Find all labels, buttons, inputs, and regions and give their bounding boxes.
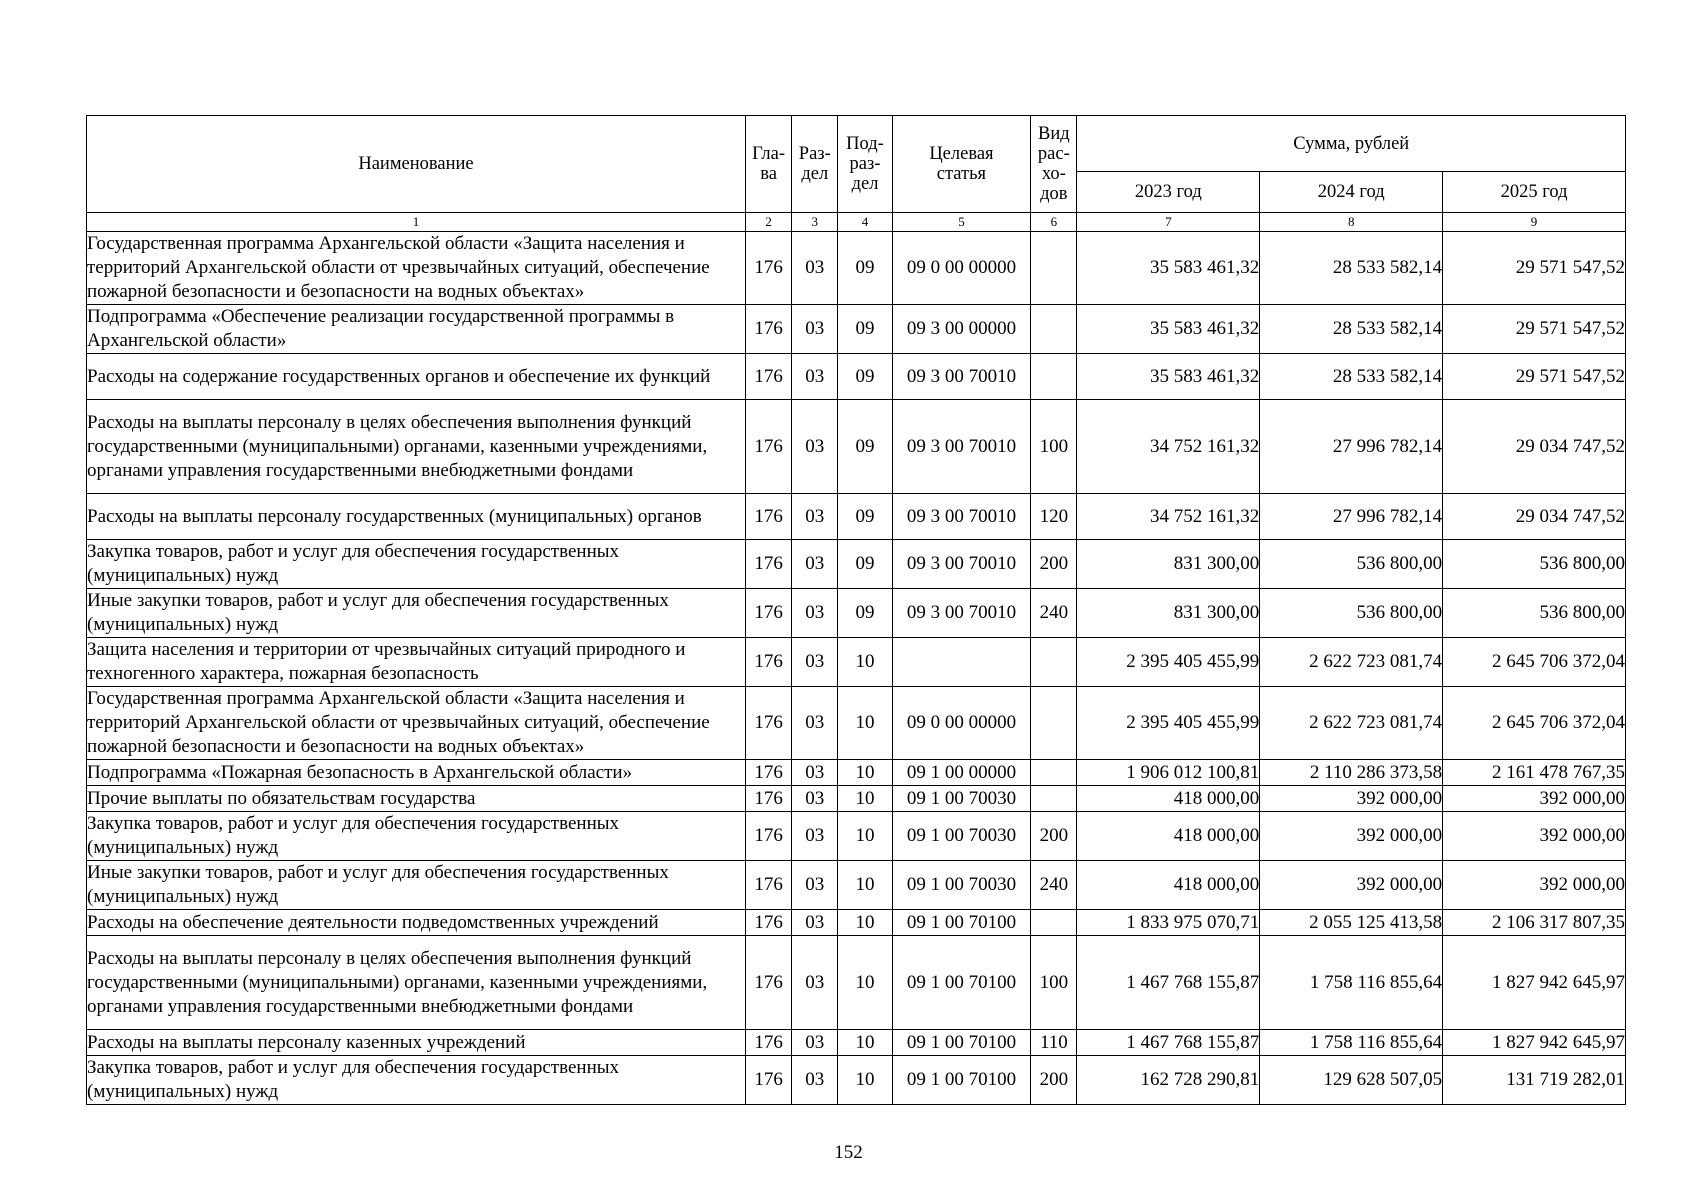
row-expense-type: [1031, 760, 1077, 786]
row-subsection: 10: [838, 760, 892, 786]
row-target-article: 09 3 00 70010: [892, 494, 1031, 540]
row-amount-2024: 536 800,00: [1260, 540, 1443, 589]
row-amount-2023: 35 583 461,32: [1077, 232, 1260, 305]
row-chapter: 176: [745, 638, 791, 687]
row-amount-2023: 831 300,00: [1077, 589, 1260, 638]
row-amount-2024: 392 000,00: [1260, 786, 1443, 812]
row-expense-type: 100: [1031, 936, 1077, 1030]
row-name: Подпрограмма «Пожарная безопасность в Архангельской области»: [87, 760, 746, 786]
row-target-article: 09 1 00 70100: [892, 910, 1031, 936]
page-number: 152: [834, 1142, 863, 1163]
row-chapter: 176: [745, 589, 791, 638]
table-row: [87, 494, 1626, 540]
row-chapter: 176: [745, 687, 791, 760]
budget-table: [86, 115, 1626, 1105]
row-amount-2024: 27 996 782,14: [1260, 494, 1443, 540]
column-number: 2: [745, 213, 791, 232]
row-expense-type: 200: [1031, 540, 1077, 589]
row-amount-2023: 831 300,00: [1077, 540, 1260, 589]
row-target-article: 09 1 00 70100: [892, 1056, 1031, 1105]
row-amount-2025: 2 645 706 372,04: [1443, 687, 1626, 760]
row-chapter: 176: [745, 1056, 791, 1105]
header-subsection: Под- раз- дел: [838, 116, 892, 213]
row-section: 03: [792, 1056, 838, 1105]
row-chapter: 176: [745, 354, 791, 400]
row-amount-2025: 536 800,00: [1443, 540, 1626, 589]
row-amount-2023: 2 395 405 455,99: [1077, 687, 1260, 760]
row-section: 03: [792, 589, 838, 638]
row-amount-2024: 1 758 116 855,64: [1260, 936, 1443, 1030]
row-amount-2023: 34 752 161,32: [1077, 494, 1260, 540]
row-chapter: 176: [745, 812, 791, 861]
row-chapter: 176: [745, 786, 791, 812]
row-target-article: 09 1 00 70030: [892, 812, 1031, 861]
row-amount-2025: 2 161 478 767,35: [1443, 760, 1626, 786]
row-amount-2023: 34 752 161,32: [1077, 400, 1260, 494]
row-amount-2025: 1 827 942 645,97: [1443, 1030, 1626, 1056]
row-chapter: 176: [745, 861, 791, 910]
table-row: [87, 540, 1626, 589]
row-name: Государственная программа Архангельской области «Защита населения и территорий Архангельской области от чрезвычайных ситуаций, обеспечение пожарной безопасности и безопасности на водных объектах»: [87, 232, 746, 305]
row-chapter: 176: [745, 540, 791, 589]
row-amount-2023: 418 000,00: [1077, 786, 1260, 812]
row-target-article: 09 1 00 70100: [892, 936, 1031, 1030]
row-amount-2025: 29 571 547,52: [1443, 354, 1626, 400]
row-amount-2024: 392 000,00: [1260, 812, 1443, 861]
row-name: Прочие выплаты по обязательствам государства: [87, 786, 746, 812]
row-amount-2023: 418 000,00: [1077, 812, 1260, 861]
row-name: Расходы на выплаты персоналу казенных учреждений: [87, 1030, 746, 1056]
row-subsection: 09: [838, 589, 892, 638]
row-subsection: 10: [838, 687, 892, 760]
row-name: Расходы на выплаты персоналу государственных (муниципальных) органов: [87, 494, 746, 540]
table-row: [87, 354, 1626, 400]
row-target-article: 09 3 00 70010: [892, 400, 1031, 494]
row-chapter: 176: [745, 232, 791, 305]
row-chapter: 176: [745, 494, 791, 540]
row-subsection: 10: [838, 861, 892, 910]
table-row: [87, 910, 1626, 936]
table-row: [87, 936, 1626, 1030]
row-expense-type: 240: [1031, 589, 1077, 638]
row-expense-type: 110: [1031, 1030, 1077, 1056]
row-name: Расходы на выплаты персоналу в целях обеспечения выполнения функций государственными (муниципальными) органами, казенными учреждениями, органами управления государственными внебюджетными фондами: [87, 400, 746, 494]
header-chapter: Гла- ва: [745, 116, 791, 213]
row-section: 03: [792, 232, 838, 305]
header-year-2023: 2023 год: [1077, 172, 1260, 213]
header-name: Наименование: [87, 116, 746, 213]
table-row: [87, 232, 1626, 305]
row-amount-2024: 28 533 582,14: [1260, 232, 1443, 305]
row-name: Государственная программа Архангельской области «Защита населения и территорий Архангельской области от чрезвычайных ситуаций, обеспечение пожарной безопасности и безопасности на водных объектах»: [87, 687, 746, 760]
row-section: 03: [792, 786, 838, 812]
table-row: [87, 812, 1626, 861]
row-section: 03: [792, 861, 838, 910]
row-chapter: 176: [745, 305, 791, 354]
row-subsection: 09: [838, 305, 892, 354]
column-number: 6: [1031, 213, 1077, 232]
row-subsection: 10: [838, 1056, 892, 1105]
column-number: 1: [87, 213, 746, 232]
row-target-article: 09 3 00 70010: [892, 354, 1031, 400]
header-year-2025: 2025 год: [1443, 172, 1626, 213]
row-section: 03: [792, 354, 838, 400]
header-target: Целевая статья: [892, 116, 1031, 213]
row-amount-2024: 2 055 125 413,58: [1260, 910, 1443, 936]
row-amount-2024: 1 758 116 855,64: [1260, 1030, 1443, 1056]
row-target-article: 09 3 00 70010: [892, 589, 1031, 638]
row-target-article: [892, 638, 1031, 687]
row-expense-type: 200: [1031, 1056, 1077, 1105]
row-amount-2024: 2 622 723 081,74: [1260, 687, 1443, 760]
row-amount-2025: 2 106 317 807,35: [1443, 910, 1626, 936]
row-amount-2023: 2 395 405 455,99: [1077, 638, 1260, 687]
row-amount-2025: 29 034 747,52: [1443, 494, 1626, 540]
row-amount-2024: 28 533 582,14: [1260, 354, 1443, 400]
table-row: [87, 1030, 1626, 1056]
row-name: Закупка товаров, работ и услуг для обеспечения государственных (муниципальных) нужд: [87, 812, 746, 861]
row-subsection: 09: [838, 232, 892, 305]
table-row: [87, 305, 1626, 354]
header-year-2024: 2024 год: [1260, 172, 1443, 213]
row-expense-type: [1031, 354, 1077, 400]
table-row: [87, 589, 1626, 638]
row-amount-2023: 162 728 290,81: [1077, 1056, 1260, 1105]
row-subsection: 10: [838, 786, 892, 812]
row-expense-type: [1031, 232, 1077, 305]
row-amount-2025: 1 827 942 645,97: [1443, 936, 1626, 1030]
row-section: 03: [792, 494, 838, 540]
table-row: [87, 786, 1626, 812]
row-chapter: 176: [745, 910, 791, 936]
column-number: 3: [792, 213, 838, 232]
row-amount-2025: 29 571 547,52: [1443, 305, 1626, 354]
row-subsection: 09: [838, 354, 892, 400]
row-section: 03: [792, 910, 838, 936]
row-amount-2025: 392 000,00: [1443, 861, 1626, 910]
row-target-article: 09 3 00 00000: [892, 305, 1031, 354]
row-amount-2025: 536 800,00: [1443, 589, 1626, 638]
row-section: 03: [792, 400, 838, 494]
row-section: 03: [792, 638, 838, 687]
column-number-row: [87, 213, 1626, 232]
row-amount-2024: 536 800,00: [1260, 589, 1443, 638]
row-expense-type: [1031, 638, 1077, 687]
row-amount-2023: 418 000,00: [1077, 861, 1260, 910]
row-name: Расходы на обеспечение деятельности подведомственных учреждений: [87, 910, 746, 936]
row-name: Расходы на выплаты персоналу в целях обеспечения выполнения функций государственными (муниципальными) органами, казенными учреждениями, органами управления государственными внебюджетными фондами: [87, 936, 746, 1030]
row-subsection: 09: [838, 400, 892, 494]
row-section: 03: [792, 305, 838, 354]
row-amount-2023: 1 906 012 100,81: [1077, 760, 1260, 786]
row-subsection: 10: [838, 638, 892, 687]
row-amount-2023: 1 833 975 070,71: [1077, 910, 1260, 936]
column-number: 9: [1443, 213, 1626, 232]
row-chapter: 176: [745, 400, 791, 494]
column-number: 5: [892, 213, 1031, 232]
row-amount-2024: 392 000,00: [1260, 861, 1443, 910]
row-amount-2024: 2 622 723 081,74: [1260, 638, 1443, 687]
row-amount-2025: 29 571 547,52: [1443, 232, 1626, 305]
row-amount-2025: 131 719 282,01: [1443, 1056, 1626, 1105]
header-section: Раз- дел: [792, 116, 838, 213]
row-target-article: 09 1 00 00000: [892, 760, 1031, 786]
row-amount-2025: 29 034 747,52: [1443, 400, 1626, 494]
row-amount-2025: 2 645 706 372,04: [1443, 638, 1626, 687]
header-sum: Сумма, рублей: [1077, 116, 1626, 172]
row-section: 03: [792, 936, 838, 1030]
row-subsection: 09: [838, 494, 892, 540]
row-amount-2025: 392 000,00: [1443, 812, 1626, 861]
row-target-article: 09 1 00 70100: [892, 1030, 1031, 1056]
row-amount-2023: 1 467 768 155,87: [1077, 936, 1260, 1030]
row-subsection: 10: [838, 812, 892, 861]
table-row: [87, 638, 1626, 687]
table-row: [87, 400, 1626, 494]
row-name: Иные закупки товаров, работ и услуг для обеспечения государственных (муниципальных) нужд: [87, 861, 746, 910]
row-expense-type: 120: [1031, 494, 1077, 540]
row-expense-type: [1031, 687, 1077, 760]
column-number: 4: [838, 213, 892, 232]
row-target-article: 09 0 00 00000: [892, 687, 1031, 760]
row-amount-2024: 2 110 286 373,58: [1260, 760, 1443, 786]
row-section: 03: [792, 1030, 838, 1056]
row-expense-type: [1031, 910, 1077, 936]
row-subsection: 09: [838, 540, 892, 589]
row-amount-2023: 35 583 461,32: [1077, 305, 1260, 354]
header-expense-type: Вид рас- хо- дов: [1031, 116, 1077, 213]
table-row: [87, 687, 1626, 760]
row-name: Подпрограмма «Обеспечение реализации государственной программы в Архангельской области»: [87, 305, 746, 354]
row-chapter: 176: [745, 936, 791, 1030]
table-row: [87, 1056, 1626, 1105]
row-amount-2024: 28 533 582,14: [1260, 305, 1443, 354]
table-row: [87, 760, 1626, 786]
row-section: 03: [792, 812, 838, 861]
row-expense-type: 200: [1031, 812, 1077, 861]
row-target-article: 09 0 00 00000: [892, 232, 1031, 305]
row-name: Закупка товаров, работ и услуг для обеспечения государственных (муниципальных) нужд: [87, 540, 746, 589]
row-amount-2025: 392 000,00: [1443, 786, 1626, 812]
row-amount-2023: 1 467 768 155,87: [1077, 1030, 1260, 1056]
row-amount-2024: 27 996 782,14: [1260, 400, 1443, 494]
row-subsection: 10: [838, 936, 892, 1030]
row-target-article: 09 3 00 70010: [892, 540, 1031, 589]
row-chapter: 176: [745, 760, 791, 786]
row-subsection: 10: [838, 1030, 892, 1056]
row-section: 03: [792, 687, 838, 760]
row-name: Закупка товаров, работ и услуг для обеспечения государственных (муниципальных) нужд: [87, 1056, 746, 1105]
row-expense-type: 240: [1031, 861, 1077, 910]
row-amount-2024: 129 628 507,05: [1260, 1056, 1443, 1105]
row-target-article: 09 1 00 70030: [892, 861, 1031, 910]
row-name: Иные закупки товаров, работ и услуг для обеспечения государственных (муниципальных) нужд: [87, 589, 746, 638]
table-row: [87, 861, 1626, 910]
row-subsection: 10: [838, 910, 892, 936]
row-expense-type: 100: [1031, 400, 1077, 494]
row-chapter: 176: [745, 1030, 791, 1056]
row-name: Расходы на содержание государственных органов и обеспечение их функций: [87, 354, 746, 400]
row-expense-type: [1031, 786, 1077, 812]
row-target-article: 09 1 00 70030: [892, 786, 1031, 812]
row-section: 03: [792, 540, 838, 589]
row-expense-type: [1031, 305, 1077, 354]
row-section: 03: [792, 760, 838, 786]
column-number: 7: [1077, 213, 1260, 232]
row-amount-2023: 35 583 461,32: [1077, 354, 1260, 400]
column-number: 8: [1260, 213, 1443, 232]
row-name: Защита населения и территории от чрезвычайных ситуаций природного и техногенного характера, пожарная безопасность: [87, 638, 746, 687]
